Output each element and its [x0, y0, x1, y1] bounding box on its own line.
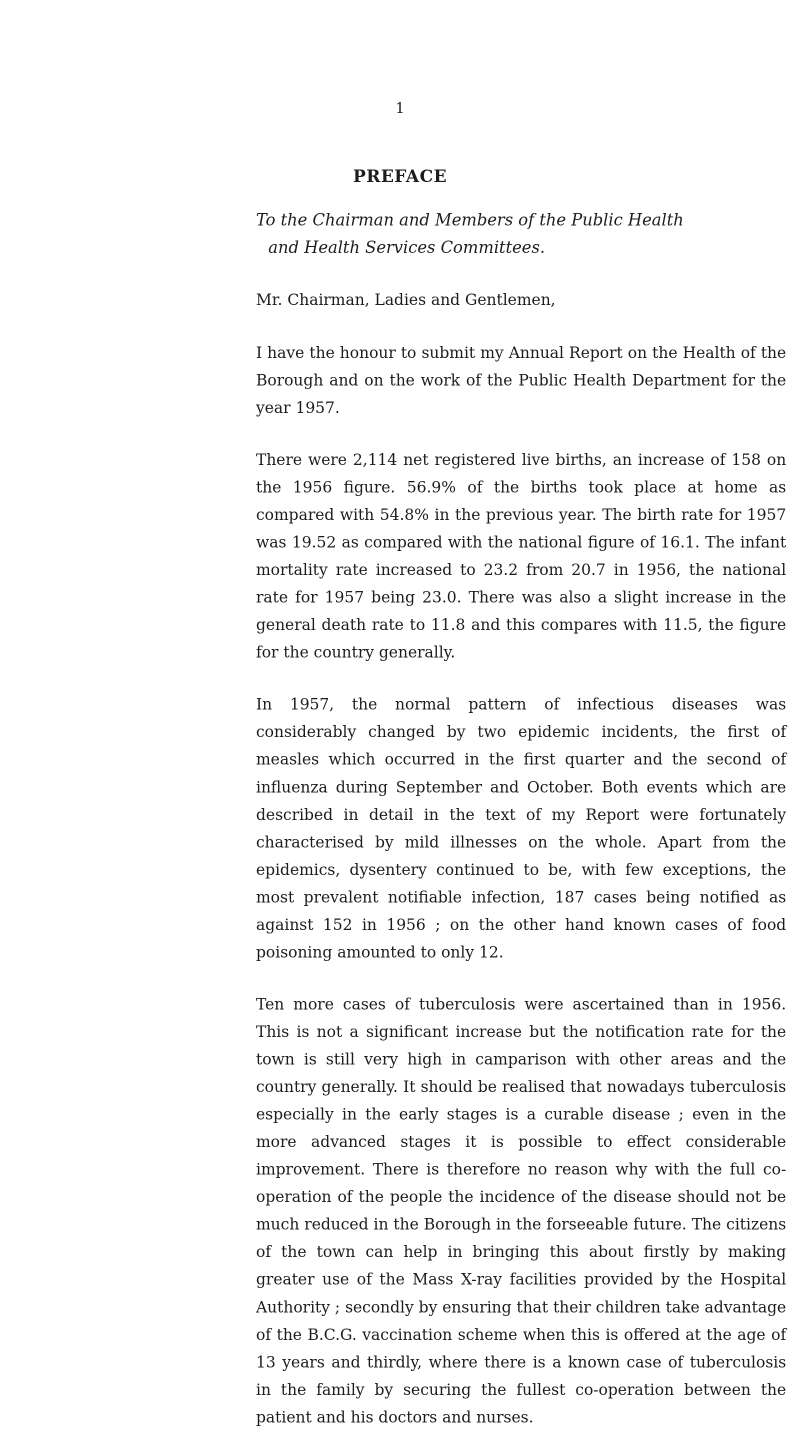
paragraph-infectious-diseases: In 1957, the normal pattern of infectious diseases was considerably changed by two epidemic incidents, the first of measles which occurred in the first quarter and the second of influenza during September and October. Both events which are described in detail in the text of my Report were fortunately characterised by mild illnesses on the whole. Apart from the epidemics, dysentery continued to be, with few exceptions, the most prevalent notifiable infection, 187 cases being notified as against 152 in 1956 ; on the other hand known cases of food poisoning amounted to only 12. [256, 695, 787, 962]
address-block [256, 206, 786, 261]
page-number: 1 [395, 99, 405, 117]
paragraph-tuberculosis: Ten more cases of tuberculosis were ascertained than in 1956. This is not a significant increase but the notification rate for the town is still very high in camparison with other areas and the country generally. It should be realised that nowadays tuberculosis especially in the early stages is a curable disease ; even in the more advanced stages it is possible to effect considerable improvement. There is therefore no reason why with the full co-operation of the people the incidence of the disease should not be much reduced in the Borough in the forseeable future. The citizens of the town can help in bringing this about firstly by making greater use of the Mass X-ray facilities provided by the Hospital Authority ; secondly by ensuring that their children take advantage of the B.C.G. vaccination scheme when this is offered at the age of 13 years and thirdly, where there is a known case of tuberculosis in the family by securing the fullest co-operation between the patient and his doctors and nurses. [256, 995, 787, 1427]
paragraph-births-deaths: There were 2,114 net registered live births, an increase of 158 on the 1956 figure. 56.9% of the births took place at home as compared with 54.8% in the previous year. The birth rate for 1957 was 19.52 as compared with the national figure of 16.1. The infant mortality rate increased to 23.2 from 20.7 in 1956, the national rate for 1957 being 23.0. There was also a slight increase in the general death rate to 11.8 and this compares with 11.5, the figure for the country generally. [256, 450, 787, 662]
paragraph-introduction: I have the honour to submit my Annual Report on the Health of the Borough and on the work of the Public Health Department for the year 1957. [256, 343, 787, 418]
text-column [256, 206, 786, 1456]
address-line-1: To the Chairman and Members of the Public Health [256, 210, 684, 230]
salutation: Mr. Chairman, Ladies and Gentlemen, [256, 290, 556, 309]
page-title: PREFACE [352, 167, 448, 187]
address-line-2: and Health Services Committees. [268, 237, 546, 257]
